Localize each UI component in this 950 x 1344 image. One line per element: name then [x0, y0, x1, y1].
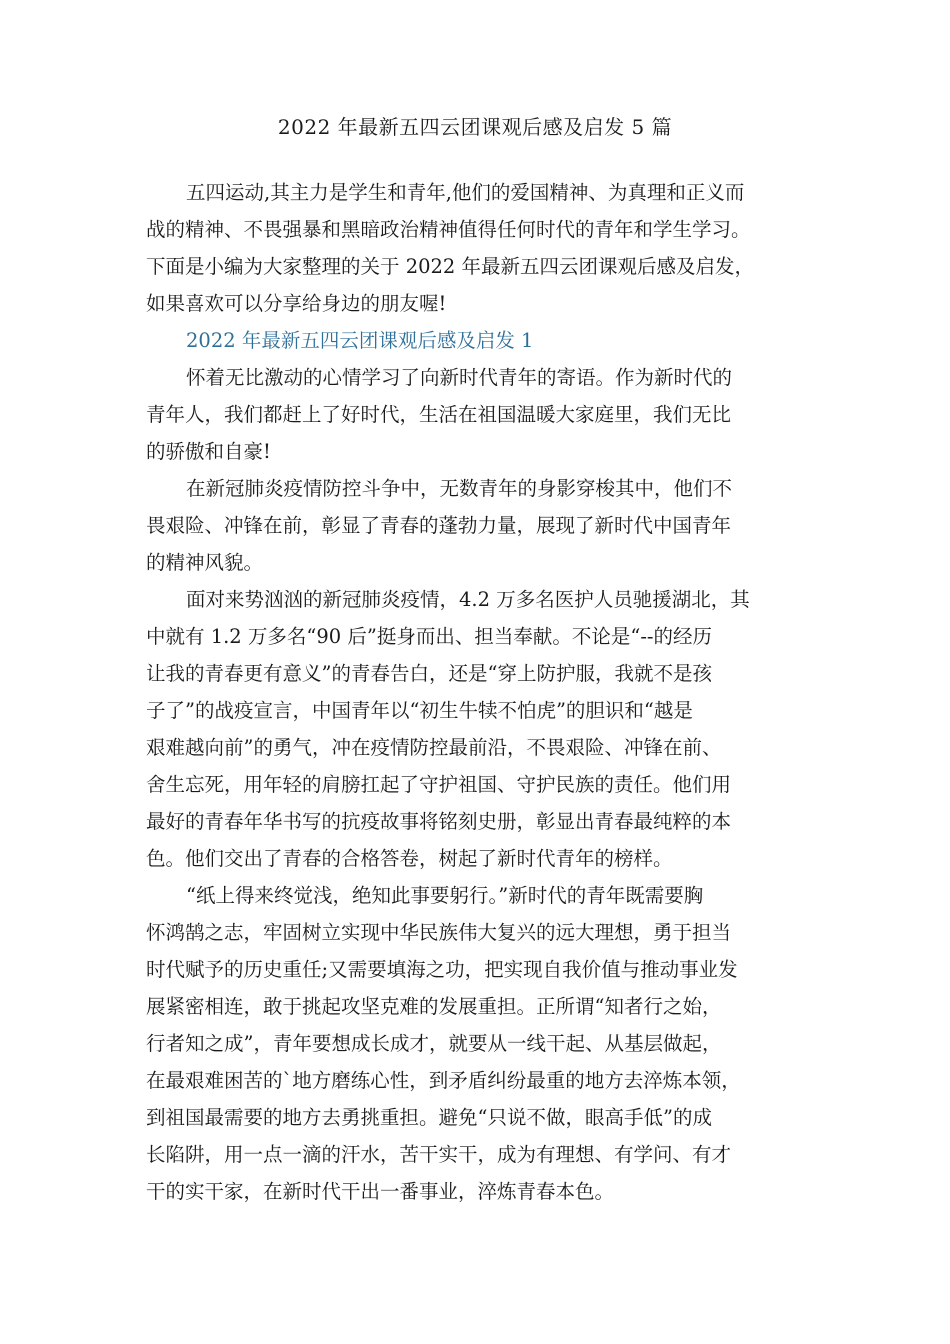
paragraph-line: 在新冠肺炎疫情防控斗争中，无数青年的身影穿梭其中，他们不: [186, 477, 733, 500]
paragraph-line: 让我的青春更有意义”的青春告白，还是“穿上防护服，我就不是孩: [146, 662, 712, 685]
document-title: 2022 年最新五四云团课观后感及启发 5 篇: [277, 115, 673, 139]
paragraph-line: 怀着无比激动的心情学习了向新时代青年的寄语。作为新时代的: [186, 366, 733, 389]
paragraph-line: 干的实干家，在新时代干出一番事业，淬炼青春本色。: [146, 1180, 615, 1203]
paragraph-line: 展紧密相连，敢于挑起攻坚克难的发展重担。正所谓“知者行之始，: [146, 995, 722, 1018]
paragraph-line: 五四运动,其主力是学生和青年,他们的爱国精神、为真理和正义而: [186, 181, 745, 204]
paragraph-line: 行者知之成”，青年要想成长成才，就要从一线干起、从基层做起，: [146, 1032, 722, 1055]
paragraph-line: 中就有 1.2 万多名“90 后”挺身而出、担当奉献。不论是“--的经历: [146, 625, 713, 648]
paragraph-line: 如果喜欢可以分享给身边的朋友喔!: [146, 292, 447, 315]
section-heading: 2022 年最新五四云团课观后感及启发 1: [186, 329, 534, 352]
paragraph-line: 的精神风貌。: [146, 551, 264, 574]
paragraph-line: 畏艰险、冲锋在前，彰显了青春的蓬勃力量，展现了新时代中国青年: [146, 514, 732, 537]
paragraph-line: 色。他们交出了青春的合格答卷，树起了新时代青年的榜样。: [146, 847, 673, 870]
paragraph-line: 子了”的战疫宣言，中国青年以“初生牛犊不怕虎”的胆识和“越是: [146, 699, 693, 722]
paragraph-line: 青年人，我们都赶上了好时代，生活在祖国温暖大家庭里，我们无比: [146, 403, 732, 426]
paragraph-line: 面对来势汹汹的新冠肺炎疫情，4.2 万多名医护人员驰援湖北，其: [186, 588, 750, 611]
paragraph-line: 战的精神、不畏强暴和黑暗政治精神值得任何时代的青年和学生学习。: [146, 218, 751, 241]
paragraph-line: 最好的青春年华书写的抗疫故事将铭刻史册，彰显出青春最纯粹的本: [146, 810, 732, 833]
paragraph-line: 在最艰难困苦的`地方磨练心性，到矛盾纠纷最重的地方去淬炼本领，: [146, 1069, 741, 1092]
paragraph-line: 下面是小编为大家整理的关于 2022 年最新五四云团课观后感及启发，: [146, 255, 755, 278]
paragraph-line: 的骄傲和自豪!: [146, 440, 271, 463]
paragraph-line: 时代赋予的历史重任;又需要填海之功，把实现自我价值与推动事业发: [146, 958, 738, 981]
paragraph-line: 舍生忘死，用年轻的肩膀扛起了守护祖国、守护民族的责任。他们用: [146, 773, 732, 796]
paragraph-line: 艰难越向前”的勇气，冲在疫情防控最前沿，不畏艰险、冲锋在前、: [146, 736, 722, 759]
document-body: [146, 174, 826, 1210]
paragraph-line: 怀鸿鹄之志，牢固树立实现中华民族伟大复兴的远大理想，勇于担当: [146, 921, 732, 944]
paragraph-line: 到祖国最需要的地方去勇挑重担。避免“只说不做，眼高手低”的成: [146, 1106, 712, 1129]
paragraph-line: 长陷阱，用一点一滴的汗水，苦干实干，成为有理想、有学问、有才: [146, 1143, 732, 1166]
paragraph-line: “纸上得来终觉浅，绝知此事要躬行。”新时代的青年既需要胸: [186, 884, 704, 907]
